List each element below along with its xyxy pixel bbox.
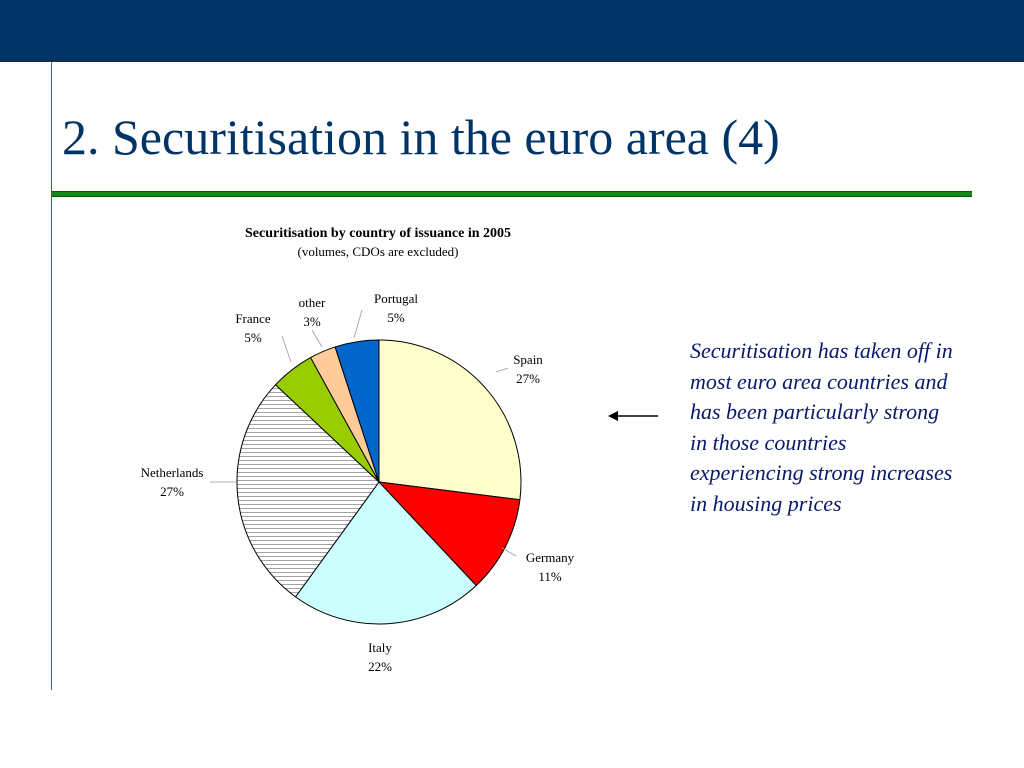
pie-slice-spain <box>379 340 521 500</box>
side-text: Securitisation has taken off in most euro area countries and has been particularly strong in those countries experiencing strong increases in housing prices <box>690 338 953 516</box>
slice-value-italy: 22% <box>368 659 392 674</box>
slice-label-other: other <box>298 295 326 310</box>
slice-label-italy: Italy <box>368 640 392 655</box>
slice-value-germany: 11% <box>538 569 562 584</box>
leader-line-other <box>312 330 322 347</box>
leader-line-spain <box>496 368 508 372</box>
slice-value-spain: 27% <box>516 371 540 386</box>
slice-value-portugal: 5% <box>387 310 405 325</box>
slice-label-netherlands: Netherlands <box>140 465 204 480</box>
chart-title: Securitisation by country of issuance in 2005 <box>244 226 511 241</box>
slice-label-spain: Spain <box>513 352 543 367</box>
chart-subtitle: (volumes, CDOs are excluded) <box>297 244 459 259</box>
slice-value-netherlands: 27% <box>160 484 184 499</box>
slice-value-france: 5% <box>244 330 262 345</box>
slice-label-france: France <box>235 311 271 326</box>
slice-label-germany: Germany <box>525 550 575 565</box>
slice-label-portugal: Portugal <box>373 291 419 306</box>
leader-line-france <box>282 336 291 362</box>
leader-line-portugal <box>354 310 362 338</box>
slide-title: 2. Securitisation in the euro area (4) <box>62 109 780 165</box>
slice-value-other: 3% <box>303 314 321 329</box>
left-arrow-icon <box>600 405 664 427</box>
leader-line-germany <box>502 548 516 556</box>
